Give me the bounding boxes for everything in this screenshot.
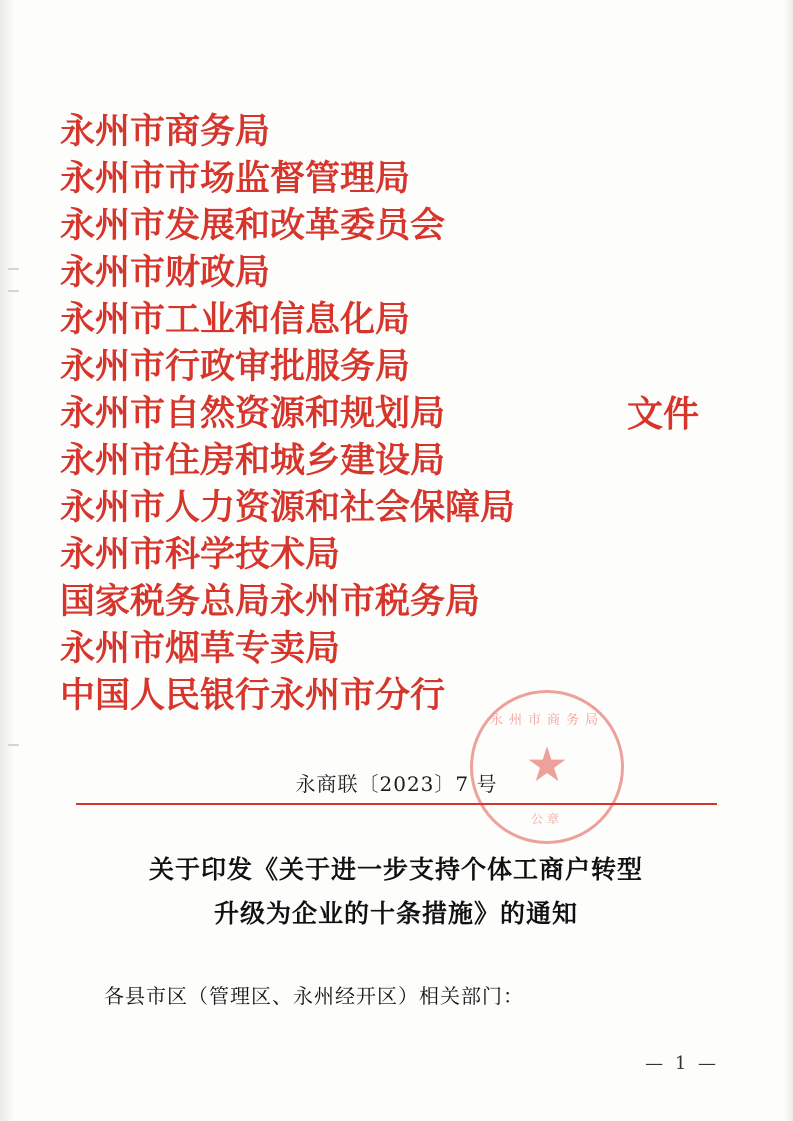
scan-artifact-mark [8,744,19,746]
agency-name-text: 永州市商务局 [60,111,271,152]
agency-name [60,155,605,202]
agency-name-text: 永州市财政局 [60,252,271,293]
scan-artifact-mark [8,268,19,270]
scan-artifact-mark [8,290,19,292]
salutation-text: 各县市区（管理区、永州经开区）相关部门： [104,984,524,1008]
agency-name-text: 永州市人力资源和社会保障局 [60,487,516,528]
page-number: — 1 — [645,1053,719,1074]
masthead [60,108,740,719]
agency-name-text: 永州市市场监督管理局 [60,158,411,199]
agency-name-text: 永州市行政审批服务局 [60,346,411,387]
agency-name [60,390,605,437]
agency-name-text: 永州市发展和改革委员会 [60,205,446,246]
document-word-label: 文件 [627,392,700,435]
seal-top-text: 永州市商务局 [489,713,604,728]
agency-name-text: 永州市工业和信息化局 [60,299,411,340]
agency-name [60,249,605,296]
document-number: 永商联〔2023〕7 号 [295,772,498,796]
agency-name-text: 永州市烟草专卖局 [60,628,341,669]
agency-name [60,484,605,531]
page-title-line: 升级为企业的十条措施》的通知 [213,899,578,928]
agency-name-text: 永州市住房和城乡建设局 [60,440,446,481]
scan-edge-right [783,0,793,1121]
agency-name [60,625,605,672]
red-separator-rule [76,803,717,805]
agency-name [60,437,605,484]
agency-name [60,296,605,343]
seal-bottom-text: 公章 [530,812,563,826]
agency-name [60,108,605,155]
agency-name-list [60,108,605,719]
page-title [96,848,696,936]
agency-name [60,531,605,578]
agency-block [60,108,740,719]
agency-name-text: 国家税务总局永州市税务局 [60,581,481,622]
agency-name-text: 中国人民银行永州市分行 [60,675,446,716]
star-icon: ★ [525,737,569,794]
agency-name [60,672,605,719]
agency-name-text: 永州市自然资源和规划局 [60,393,446,434]
agency-name [60,343,605,390]
page-title-line: 关于印发《关于进一步支持个体工商户转型 [148,855,643,884]
agency-name [60,578,605,625]
scan-edge-left [0,0,14,1121]
agency-name [60,202,605,249]
agency-name-text: 永州市科学技术局 [60,534,341,575]
